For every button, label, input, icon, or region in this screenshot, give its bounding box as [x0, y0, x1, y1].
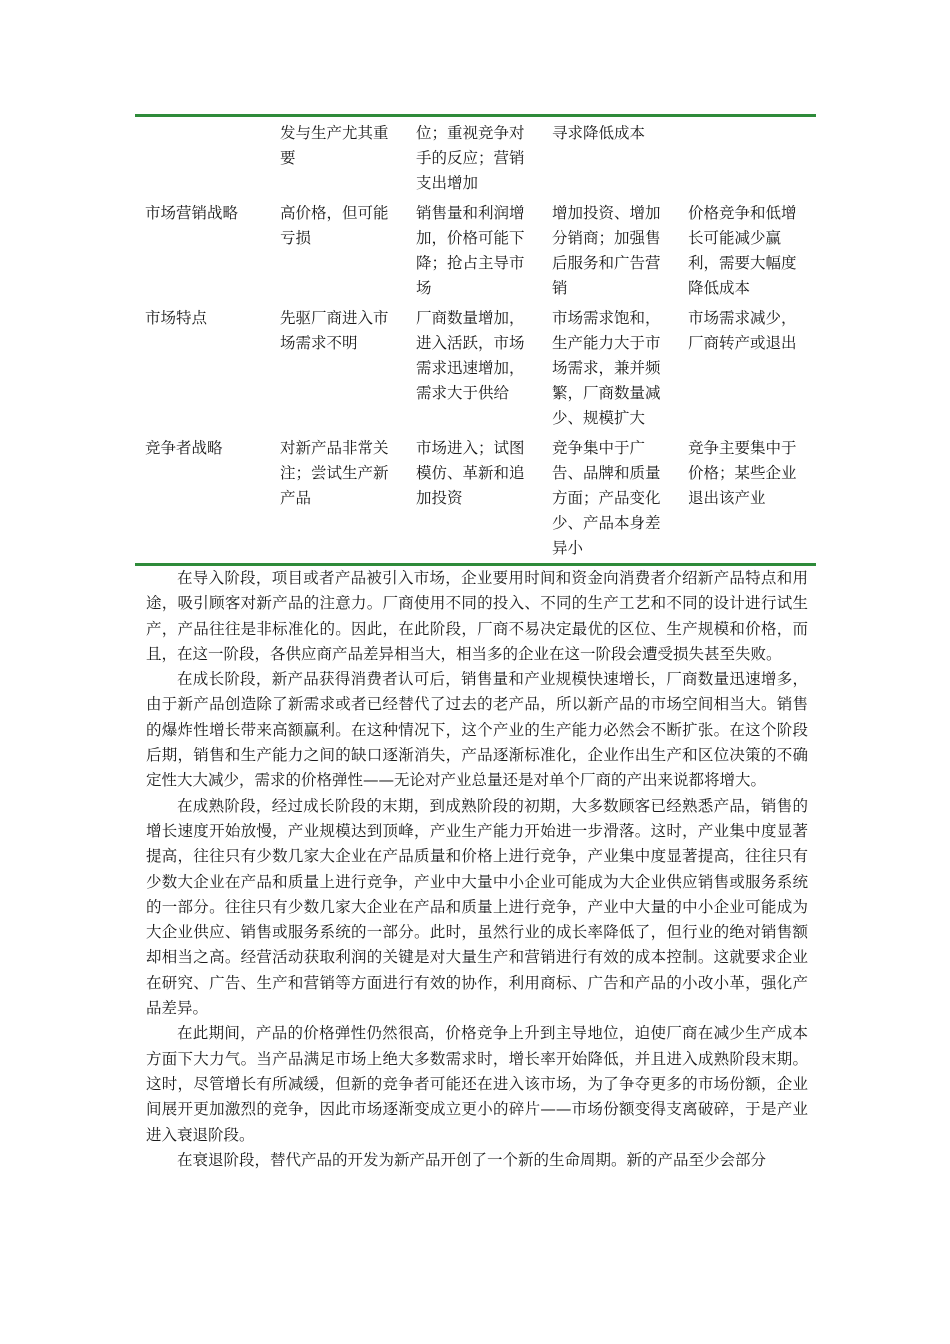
paragraph-maturity-stage: 在成熟阶段，经过成长阶段的末期，到成熟阶段的初期，大多数顾客已经熟悉产品，销售的增长速度开始放慢，产业规模达到顶峰，产业生产能力开始进一步滑落。这时，产业集中度显著提高，往往只有少数几家大企业在产品质量和价格上进行竞争，产业集中度显著提高，往往只有少数大企业在产品和质量上进行竞争，产业中大量中小企业可能成为大企业供应销售或服务系统的一部分。往往只有少数几家大企业在产品和质量上进行竞争，产业中大量的中小企业可能成为大企业供应、销售或服务系统的一部分。此时，虽然行业的成长率降低了，但行业的绝对销售额却相当之高。经营活动获取利润的关键是对大量生产和营销进行有效的成本控制。这就要求企业在研究、广告、生产和营销等方面进行有效的协作，利用商标、广告和产品的小改小革，强化产品差异。 — [146, 796, 808, 1018]
table-cell: 对新产品非常关注；尝试生产新产品 — [280, 439, 389, 507]
row-header-cell: 市场特点 — [145, 309, 208, 327]
table-cell: 销售量和利润增加，价格可能下降；抢占主导市场 — [416, 204, 525, 297]
table-cell — [135, 116, 270, 198]
table-cell: 寻求降低成本 — [552, 124, 646, 142]
table-cell: 先驱厂商进入市场需求不明 — [280, 309, 389, 352]
paragraph-growth-stage: 在成长阶段，新产品获得消费者认可后，销售量和产业规模快速增长，厂商数量迅速增多，由于新产品创造除了新需求或者已经替代了过去的老产品，所以新产品的市场空间相当大。销售的爆炸性增长带来高额赢利。在这种情况下，这个产业的生产能力必然会不断扩张。在这个阶段后期，销售和生产能力之间的缺口逐渐消失，产品逐渐标准化，企业作出生产和区位决策的不确定性大大减少，需求的价格弹性——无论对产业总量还是对单个厂商的产出来说都将增大。 — [146, 670, 808, 790]
table-cell: 竞争集中于广告、品牌和质量方面；产品变化少、产品本身差异小 — [552, 439, 661, 557]
table-cell: 位；重视竞争对手的反应；营销支出增加 — [416, 124, 525, 192]
table-cell: 高价格，但可能亏损 — [280, 204, 389, 247]
table-row — [135, 302, 816, 432]
table-cell — [678, 116, 816, 198]
table-cell: 市场需求减少，厂商转产或退出 — [688, 309, 797, 352]
table-cell: 增加投资、增加分销商；加强售后服务和广告营销 — [552, 204, 661, 297]
table-cell: 价格竞争和低增长可能减少赢利，需要大幅度降低成本 — [688, 204, 797, 297]
table-row — [135, 116, 816, 198]
row-header-cell: 竞争者战略 — [145, 439, 223, 457]
table-cell: 竞争主要集中于价格；某些企业退出该产业 — [688, 439, 797, 507]
body-text — [146, 566, 808, 1173]
paragraph-maturity-late: 在此期间，产品的价格弹性仍然很高，价格竞争上升到主导地位，迫使厂商在减少生产成本方面下大力气。当产品满足市场上绝大多数需求时，增长率开始降低，并且进入成熟阶段末期。这时，尽管增长有所减缓，但新的竞争者可能还在进入该市场，为了争夺更多的市场份额，企业间展开更加激烈的竞争，因此市场逐渐变成立更小的碎片——市场份额变得支离破碎，于是产业进入衰退阶段。 — [146, 1024, 808, 1144]
row-header-cell: 市场营销战略 — [145, 204, 239, 222]
table-cell: 厂商数量增加，进入活跃，市场需求迅速增加，需求大于供给 — [416, 309, 525, 402]
lifecycle-strategy-table — [135, 114, 816, 566]
table-cell: 发与生产尤其重要 — [280, 124, 389, 167]
table-row — [135, 197, 816, 302]
paragraph-decline-stage: 在衰退阶段，替代产品的开发为新产品开创了一个新的生命周期。新的产品至少会部分 — [177, 1150, 767, 1169]
table-cell: 市场需求饱和，生产能力大于市场需求，兼并频繁，厂商数量减少、规模扩大 — [552, 309, 661, 427]
paragraph-introduction-stage: 在导入阶段，项目或者产品被引入市场，企业要用时间和资金向消费者介绍新产品特点和用途，吸引顾客对新产品的注意力。厂商使用不同的投入、不同的生产工艺和不同的设计进行试生产，产品往往是非标准化的。因此，在此阶段，厂商不易决定最优的区位、生产规模和价格，而且，在这一阶段，各供应商产品差异相当大，相当多的企业在这一阶段会遭受损失甚至失败。 — [146, 569, 808, 663]
table-row — [135, 432, 816, 565]
table-cell: 市场进入；试图模仿、革新和追加投资 — [416, 439, 525, 507]
